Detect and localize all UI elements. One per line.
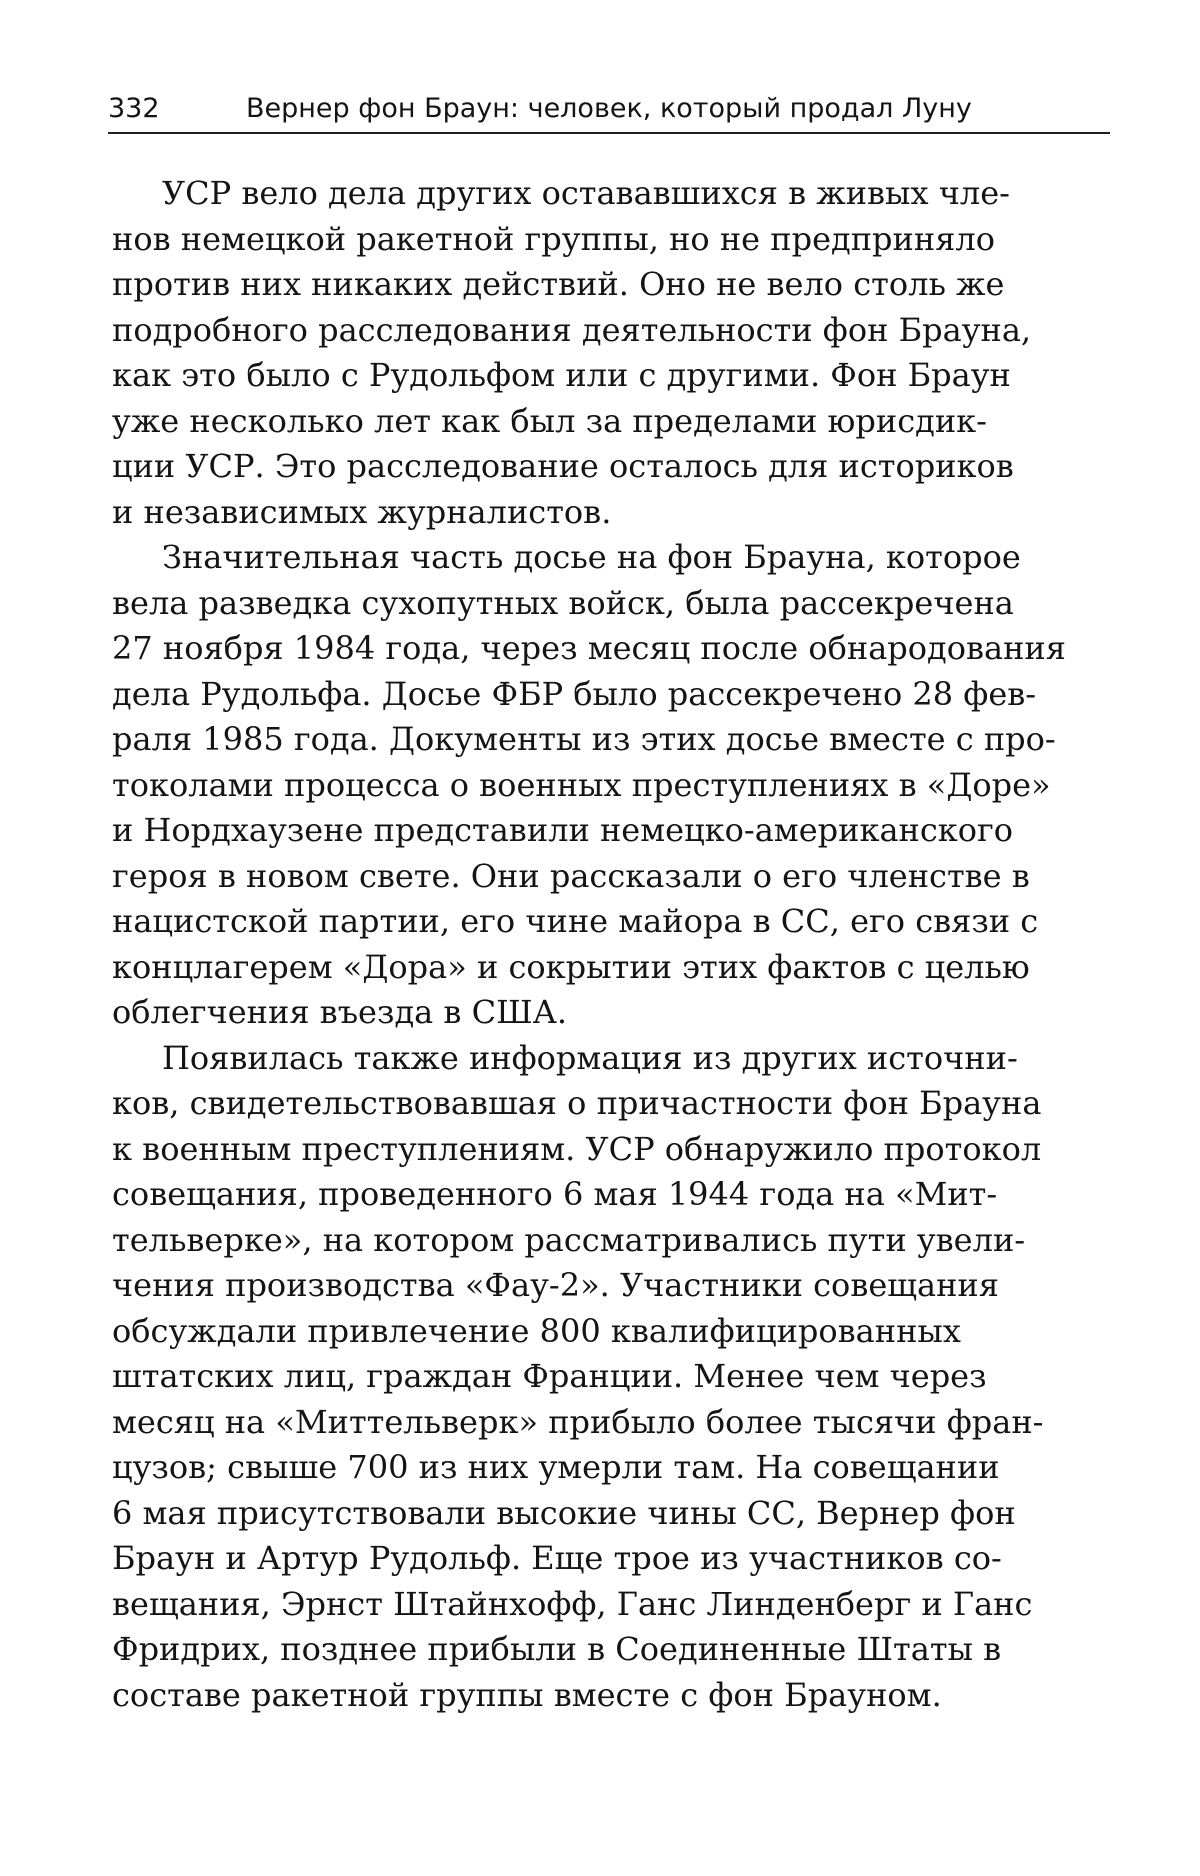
text-line: как это было с Рудольфом или с другими. Фон Браун [112,356,1011,394]
text-line: 27 ноября 1984 года, через месяц после обнародования [112,629,1066,667]
header-divider [108,132,1110,134]
text-line: Появилась также информация из других источни- [162,1038,1018,1077]
text-line: месяц на «Миттельверк» прибыло более тысячи фран- [112,1402,1044,1441]
text-line: штатских лиц, граждан Франции. Менее чем через [112,1357,987,1395]
paragraph-1 [112,171,1112,535]
page-number: 332 [108,93,160,124]
text-line: Значительная часть досье на фон Брауна, которое [162,538,1021,576]
text-line: облегчения въезда в США. [112,993,567,1031]
text-line: и независимых журналистов. [112,492,612,531]
text-line: вещания, Эрнст Штайнхофф, Ганс Линденберг и Ганс [112,1584,1033,1623]
text-line: Фридрих, позднее прибыли в Соединенные Штаты в [112,1630,1002,1668]
paragraph-3 [112,1036,1112,1719]
text-line: нов немецкой ракетной группы, но не предприняло [112,219,995,258]
text-line: вела разведка сухопутных войск, была рассекречена [112,583,1014,622]
body-text [112,171,1112,1718]
paragraph-2 [112,535,1112,1036]
text-line: обсуждали привлечение 800 квалифицированных [112,1311,961,1350]
text-line: героя в новом свете. Они рассказали о его членстве в [112,856,1030,895]
text-line: УСР вело дела других остававшихся в живых чле- [162,174,1010,212]
text-line: дела Рудольфа. Досье ФБР было рассекречено 28 фев- [112,674,1037,713]
text-line: концлагерем «Дора» и сокрытии этих фактов с целью [112,947,1030,986]
text-line: токолами процесса о военных преступлениях в «Доре» [112,765,1051,804]
text-line: ков, свидетельствовавшая о причастности фон Брауна [112,1084,1042,1122]
text-line: уже несколько лет как был за пределами юрисдик- [112,401,987,440]
text-line: цузов; свыше 700 из них умерли там. На совещании [112,1448,1000,1486]
text-line: совещания, проведенного 6 мая 1944 года на «Мит- [112,1175,998,1213]
text-line: к военным преступлениям. УСР обнаружило протокол [112,1129,1042,1168]
text-line: нацистской партии, его чине майора в СС, его связи с [112,902,1039,940]
text-line: против них никаких действий. Оно не вело столь же [112,265,1005,303]
text-line: подробного расследования деятельности фон Брауна, [112,310,1032,349]
text-line: раля 1985 года. Документы из этих досье вместе с про- [112,720,1056,758]
page-header [108,88,1108,130]
running-title: Вернер фон Браун: человек, который продал Луну [246,93,972,124]
text-line: 6 мая присутствовали высокие чины СС, Вернер фон [112,1493,1016,1532]
text-line: чения производства «Фау-2». Участники совещания [112,1266,999,1304]
text-line: тельверке», на котором рассматривались пути увели- [112,1220,1026,1259]
text-line: составе ракетной группы вместе с фон Брауном. [112,1675,942,1714]
text-line: ции УСР. Это расследование осталось для историков [112,447,1014,485]
text-line: Браун и Артур Рудольф. Еще трое из участников со- [112,1539,1002,1577]
text-line: и Нордхаузене представили немецко-американского [112,811,1014,849]
